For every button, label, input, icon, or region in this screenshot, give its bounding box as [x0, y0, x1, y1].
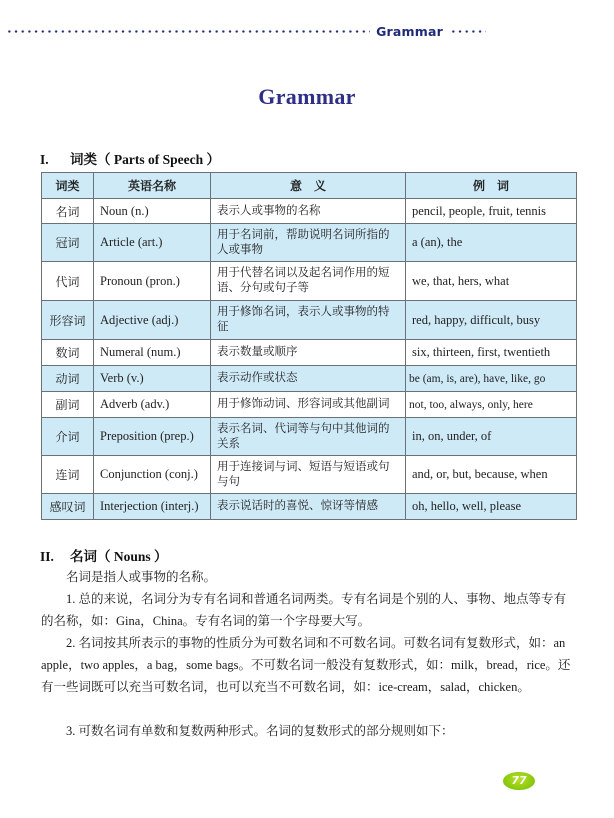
table-row — [42, 456, 577, 494]
dotted-rule-left — [6, 30, 370, 33]
column-header-examples: 例 词 — [406, 173, 577, 199]
column-header-english-name: 英语名称 — [94, 173, 211, 199]
section-number: II. — [40, 549, 54, 564]
cell-examples: in, on, under, of — [406, 418, 577, 456]
cell-category: 介词 — [42, 418, 94, 456]
cell-english-name: Article (art.) — [94, 224, 211, 262]
paragraph-intro: 名词是指人或事物的名称。 — [66, 570, 217, 584]
cell-examples: a (an), the — [406, 224, 577, 262]
cell-meaning: 表示名词、代词等与句中其他词的关系 — [211, 418, 406, 456]
cell-english-name: Adverb (adv.) — [94, 392, 211, 418]
cell-english-name: Preposition (prep.) — [94, 418, 211, 456]
cell-english-name: Conjunction (conj.) — [94, 456, 211, 494]
column-header-category: 词类 — [42, 173, 94, 199]
running-header-title: Grammar — [376, 23, 443, 39]
section-number: I. — [40, 152, 49, 167]
table-row — [42, 340, 577, 366]
paragraph-point-2: 2. 名词按其所表示的事物的性质分为可数名词和不可数名词。可数名词有复数形式，如：an apple，two apples，a bag，some bags。不可数名词一般没有复数形式，如：milk，bread，rice。还有一些词既可以充当可数名词，也可以充当不可数名词，如：ice-cream，salad，chicken。 — [41, 636, 571, 694]
cell-meaning: 用于名词前，帮助说明名词所指的人或事物 — [211, 224, 406, 262]
dotted-rule-right — [450, 30, 486, 33]
table-row — [42, 199, 577, 224]
cell-meaning: 用于修饰动词、形容词或其他副词 — [211, 392, 406, 418]
cell-examples: red, happy, difficult, busy — [406, 301, 577, 340]
section-title: 名词（ Nouns ） — [70, 549, 168, 564]
page-title: Grammar — [258, 84, 356, 109]
cell-english-name: Pronoun (pron.) — [94, 262, 211, 301]
cell-category: 感叹词 — [42, 494, 94, 520]
cell-examples: and, or, but, because, when — [406, 456, 577, 494]
cell-meaning: 用于连接词与词、短语与短语或句与句 — [211, 456, 406, 494]
cell-english-name: Numeral (num.) — [94, 340, 211, 366]
cell-english-name: Verb (v.) — [94, 366, 211, 392]
table-row — [42, 262, 577, 301]
cell-examples: oh, hello, well, please — [406, 494, 577, 520]
table-row — [42, 418, 577, 456]
parts-of-speech-table — [41, 172, 577, 520]
cell-category: 数词 — [42, 340, 94, 366]
cell-meaning: 表示人或事物的名称 — [211, 199, 406, 224]
cell-english-name: Noun (n.) — [94, 199, 211, 224]
cell-examples: pencil, people, fruit, tennis — [406, 199, 577, 224]
cell-category: 连词 — [42, 456, 94, 494]
section-heading-parts-of-speech — [40, 148, 220, 168]
table-header-row — [42, 173, 577, 199]
cell-category: 副词 — [42, 392, 94, 418]
cell-examples: six, thirteen, first, twentieth — [406, 340, 577, 366]
section-title: 词类（ Parts of Speech ） — [70, 152, 220, 167]
cell-meaning: 用于代替名词以及起名词作用的短语、分句或句子等 — [211, 262, 406, 301]
table-row — [42, 392, 577, 418]
table-row — [42, 366, 577, 392]
cell-english-name: Interjection (interj.) — [94, 494, 211, 520]
cell-category: 冠词 — [42, 224, 94, 262]
page-number-badge: 77 — [503, 772, 535, 790]
cell-examples: we, that, hers, what — [406, 262, 577, 301]
table-row — [42, 301, 577, 340]
cell-examples: be (am, is, are), have, like, go — [406, 366, 577, 392]
cell-meaning: 表示数量或顺序 — [211, 340, 406, 366]
cell-category: 名词 — [42, 199, 94, 224]
section-heading-nouns — [40, 545, 168, 565]
column-header-meaning: 意 义 — [211, 173, 406, 199]
cell-meaning: 表示动作或状态 — [211, 366, 406, 392]
cell-examples: not, too, always, only, here — [406, 392, 577, 418]
cell-english-name: Adjective (adj.) — [94, 301, 211, 340]
table-row — [42, 224, 577, 262]
paragraph-point-1: 1. 总的来说，名词分为专有名词和普通名词两类。专有名词是个别的人、事物、地点等专有的名称，如：Gina，China。专有名词的第一个字母要大写。 — [41, 592, 567, 628]
cell-category: 形容词 — [42, 301, 94, 340]
cell-meaning: 表示说话时的喜悦、惊讶等情感 — [211, 494, 406, 520]
cell-category: 动词 — [42, 366, 94, 392]
paragraph-point-3: 3. 可数名词有单数和复数两种形式。名词的复数形式的部分规则如下： — [66, 724, 454, 738]
table-row — [42, 494, 577, 520]
running-header — [6, 24, 486, 38]
cell-category: 代词 — [42, 262, 94, 301]
cell-meaning: 用于修饰名词，表示人或事物的特征 — [211, 301, 406, 340]
